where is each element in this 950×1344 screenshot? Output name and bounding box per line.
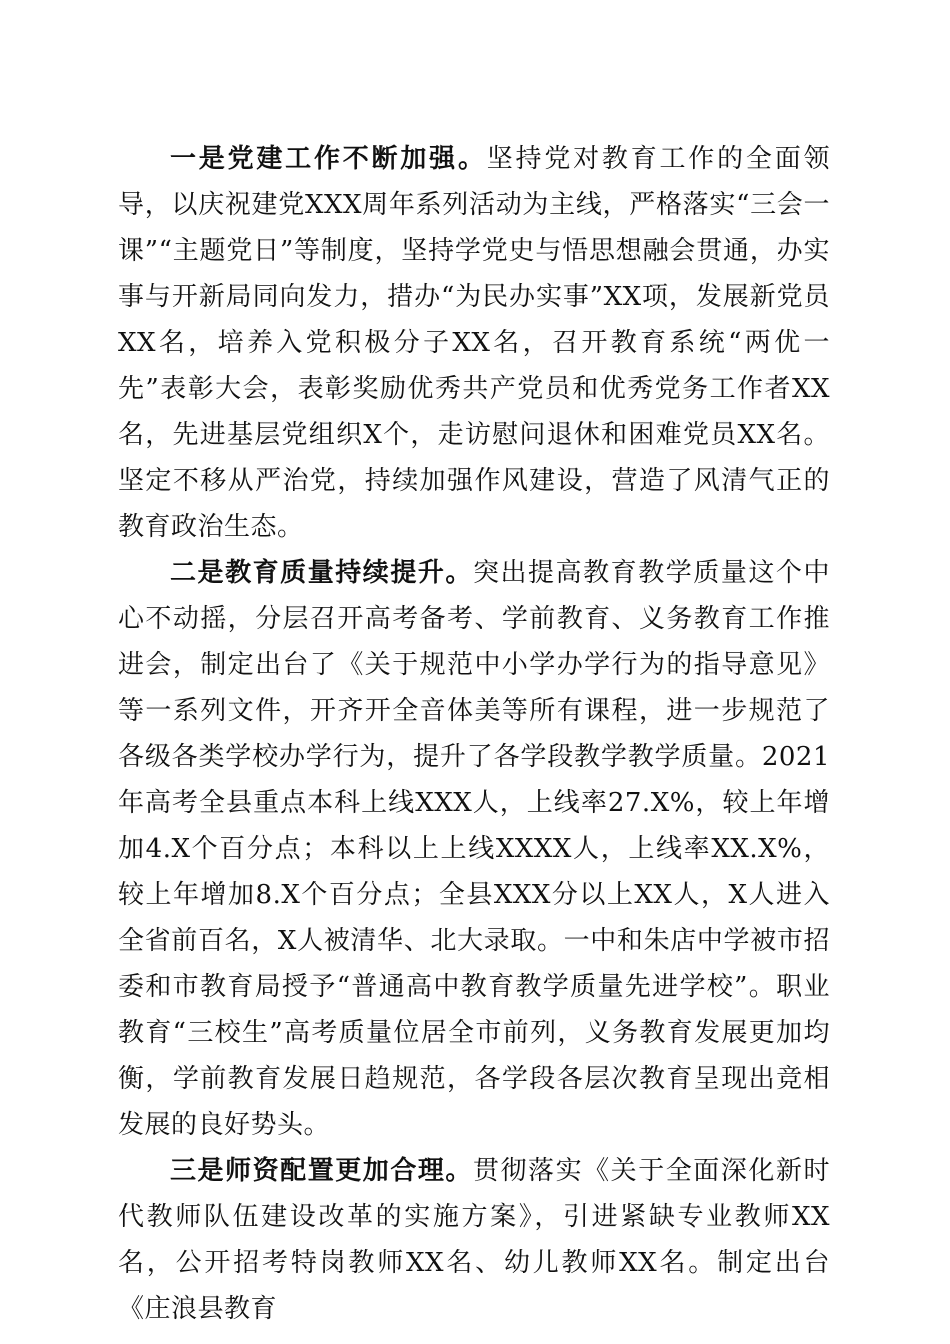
paragraph-lead: 二是教育质量持续提升。 xyxy=(170,558,473,588)
paragraph-education-quality xyxy=(118,550,830,1148)
paragraph-lead: 一是党建工作不断加强。 xyxy=(170,144,487,174)
paragraph-party-building xyxy=(118,136,830,550)
paragraph-text: 坚持党对教育工作的全面领导，以庆祝建党XXX周年系列活动为主线，严格落实“三会一课”“主题党日”等制度，坚持学党史与悟思想融会贯通，办实事与开新局同向发力，措办“为民办实事”XX项，发展新党员XX名，培养入党积极分子XX名，召开教育系统“两优一先”表彰大会，表彰奖励优秀共产党员和优秀党务工作者XX名，先进基层党组织X个，走访慰问退休和困难党员XX名。坚定不移从严治党，持续加强作风建设，营造了风清气正的教育政治生态。 xyxy=(118,144,830,542)
paragraph-lead: 三是师资配置更加合理。 xyxy=(170,1156,473,1186)
paragraph-text: 贯彻落实《关于全面深化新时代教师队伍建设改革的实施方案》，引进紧缺专业教师XX名，公开招考特岗教师XX名、幼儿教师XX名。制定出台《庄浪县教育 xyxy=(118,1156,830,1324)
document-body xyxy=(118,136,830,1332)
paragraph-text: 突出提高教育教学质量这个中心不动摇，分层召开高考备考、学前教育、义务教育工作推进会，制定出台了《关于规范中小学办学行为的指导意见》等一系列文件，开齐开全音体美等所有课程，进一步规范了各级各类学校办学行为，提升了各学段教学教学质量。2021年高考全县重点本科上线XXX人，上线率27.X%，较上年增加4.X个百分点；本科以上上线XXXX人，上线率XX.X%，较上年增加8.X个百分点；全县XXX分以上XX人，X人进入全省前百名，X人被清华、北大录取。一中和朱店中学被市招委和市教育局授予“普通高中教育教学质量先进学校”。职业教育“三校生”高考质量位居全市前列，义务教育发展更加均衡，学前教育发展日趋规范，各学段各层次教育呈现出竞相发展的良好势头。 xyxy=(118,558,830,1140)
paragraph-teacher-allocation xyxy=(118,1148,830,1332)
